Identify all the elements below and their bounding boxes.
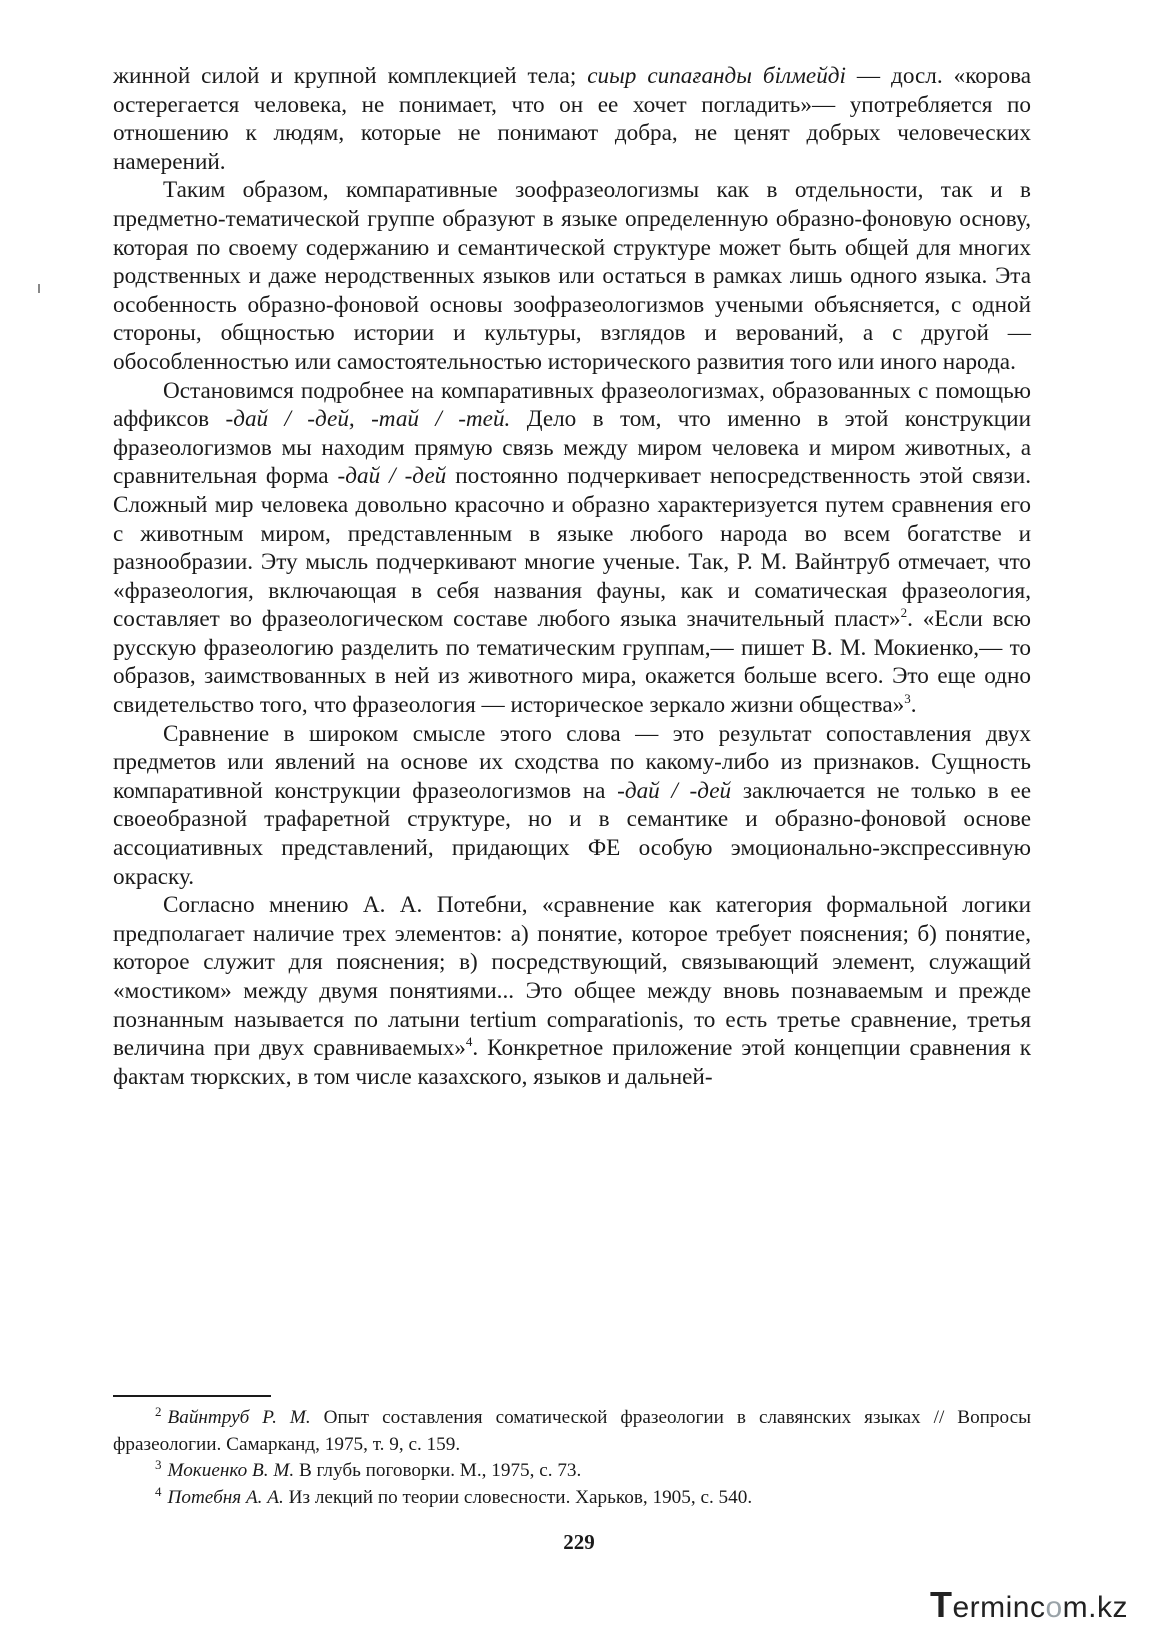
- footnote-ref-2[interactable]: 2: [900, 605, 908, 621]
- text-run: . «Если всю русскую фразеологию разделить по тематическим группам,— пишет В. М. Мокиенко,— то образов, заимствованных в ней из животного мира, окажется больше всего. Это еще одно свидетельство того, что фразеология — историческое зеркало жизни общества»: [113, 606, 1031, 719]
- paragraph-5: [113, 891, 1031, 1091]
- italic-affixes: -дай / -дей, -тай / -тей.: [225, 406, 511, 433]
- text-run: Согласно мнению А. А. Потебни, «сравнение как категория формальной логики предполагает наличие трех элементов: а) понятие, которое требует пояснения; б) понятие, которое служит для пояснения; в) посредствующий, связывающий элемент, служащий «мостиком» между двумя понятиями... Это общее между вновь познаваемым и прежде познанным называется по латыни tertium comparationis, то есть третье сравнение, третья величина при двух сравниваемых»: [113, 892, 1031, 1062]
- text-run: .: [910, 692, 917, 719]
- watermark-text: m.kz: [1062, 1591, 1128, 1624]
- footnote-divider: [113, 1395, 271, 1397]
- text-run: Остановимся подробнее на компаративных фразеологизмах, образованных с помощью аффиксов: [113, 377, 1031, 433]
- footnote-author: Потебня А. А.: [167, 1486, 284, 1508]
- watermark-magnifier-icon: o: [1045, 1591, 1063, 1624]
- footnote-author: Вайнтруб Р. М.: [167, 1407, 311, 1428]
- text-run: Дело в том, что именно в этой конструкции фразеологизмов мы находим прямую связь между миром человека и миром животных, а сравнительная форма: [113, 406, 1031, 490]
- text-run: жинной силой и крупной комплекцией тела;: [113, 63, 588, 89]
- footnote-text: Из лекций по теории словесности. Харьков, 1905, с. 540.: [283, 1486, 753, 1508]
- footnote-text: Опыт составления соматической фразеологии в славянских языках // Вопросы фразеологии. Самарканд, 1975, т. 9, с. 159.: [113, 1407, 1032, 1455]
- margin-mark: [38, 284, 40, 293]
- text-run: Сравнение в широком смысле этого слова — это результат сопоставления двух предметов или явлений на основе их сходства по какому-либо из признаков. Сущность компаративной конструкции фразеологизмов на: [113, 720, 1031, 804]
- footnote-3: [113, 1458, 1031, 1485]
- watermark-logo: [930, 1584, 1128, 1626]
- text-run: заключается не только в ее своеобразной трафаретной структуре, но и в семантике и образно-фоновой основе ассоциативных представлений, придающих ФЕ особую эмоционально-экспрессивную окраску.: [113, 777, 1032, 890]
- paragraph-2: Таким образом, компаративные зоофразеологизмы как в отдельности, так и в предметно-тематической группе образуют в языке определенную образно-фоновую основу, которая по своему содержанию и семантической структуре может быть общей для многих родственных и даже неродственных языков или остаться в рамках лишь одного языка. Эта особенность образно-фоновой основы зоофразеологизмов учеными объясняется, с одной стороны, общностью истории и культуры, взглядов и верований, а с другой — обособленностью или самостоятельностью исторического развития того или иного народа.: [113, 177, 1031, 375]
- footnote-4: [113, 1485, 1031, 1512]
- footnote-text: В глубь поговорки. М., 1975, с. 73.: [294, 1460, 582, 1481]
- footnote-author: Мокиенко В. М.: [167, 1460, 295, 1481]
- footnotes: [113, 1405, 1031, 1511]
- footnote-ref-3[interactable]: 3: [904, 691, 911, 707]
- watermark-initial: T: [929, 1584, 953, 1625]
- text-run: постоянно подчеркивает непосредственность этой связи. Сложный мир человека довольно красочно и образно характеризуется путем сравнения его с животным миром, представленным в языке любого народа во всем богатстве и разнообразии. Эту мысль подчеркивают многие ученые. Так, Р. М. Вайнтруб отмечает, что «фразеология, включающая в себя названия фауны, как и соматическая фразеология, составляет во фразеологическом составе любого языка значительный пласт»: [113, 463, 1032, 633]
- paragraph-4: [113, 720, 1031, 892]
- text-run: . Конкретное приложение этой концепции сравнения к фактам тюркских, в том числе казахского, языков и дальней-: [113, 1035, 1031, 1090]
- footnote-2: [113, 1405, 1031, 1458]
- footnote-number: 4: [155, 1483, 162, 1499]
- italic-phrase: сиыр сипағанды білмейді: [587, 63, 846, 89]
- page-number: 229: [563, 1530, 595, 1554]
- paragraph-1: [113, 62, 1031, 176]
- paragraph-3: [113, 377, 1031, 720]
- footnote-number: 3: [155, 1457, 162, 1472]
- page-body: [113, 62, 1031, 1091]
- footnote-ref-4[interactable]: 4: [465, 1034, 473, 1050]
- text-run: — досл. «корова остерегается человека, не понимает, что он ее хочет погладить»— употребляется по отношению к людям, которые не понимают добра, не ценят добрых человеческих намерений.: [113, 63, 1031, 175]
- italic-affixes: -дай / -дей: [337, 463, 447, 490]
- watermark-text: erminc: [952, 1591, 1046, 1624]
- footnote-number: 2: [155, 1404, 162, 1419]
- italic-affixes: -дай / -дей: [617, 777, 732, 804]
